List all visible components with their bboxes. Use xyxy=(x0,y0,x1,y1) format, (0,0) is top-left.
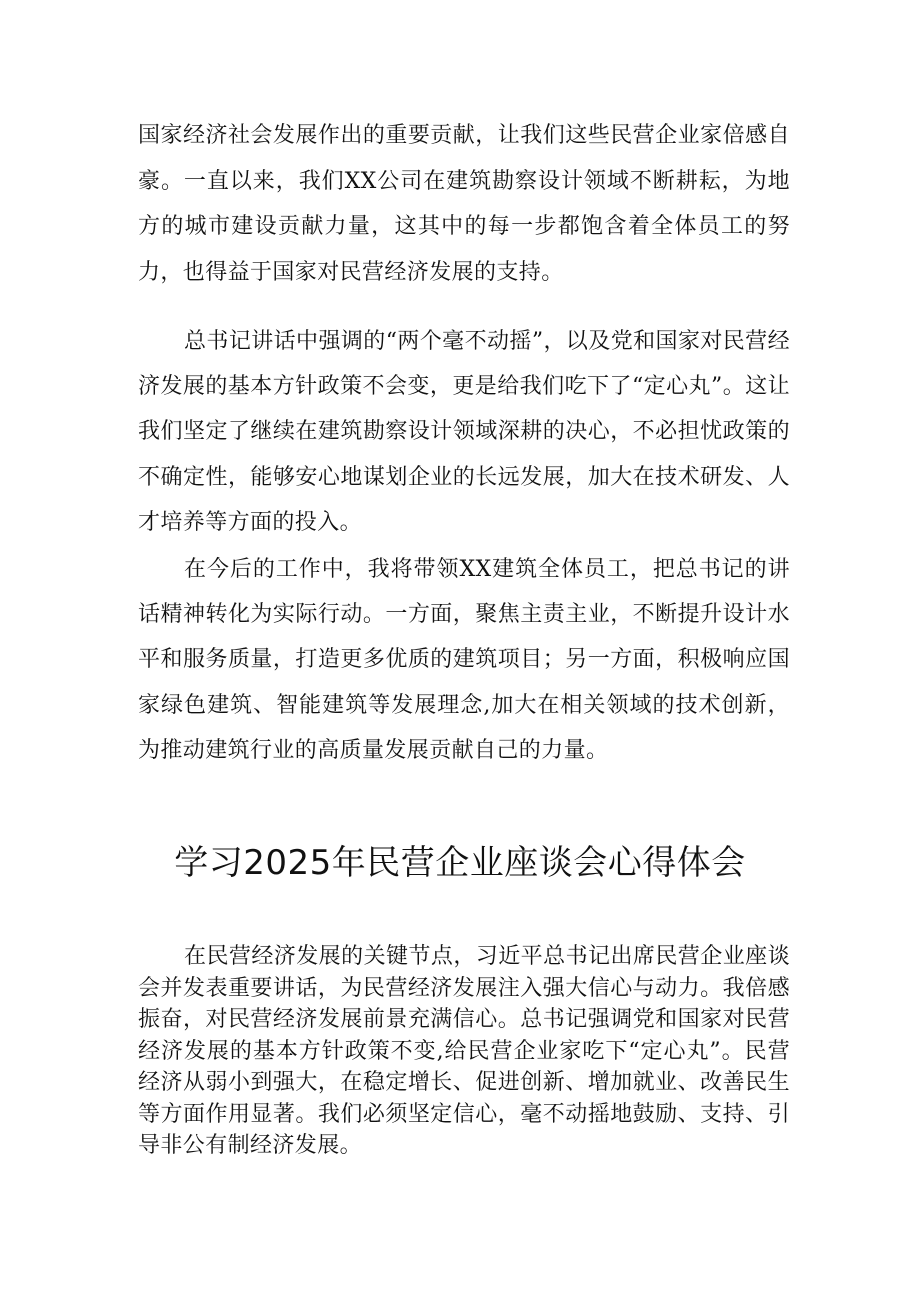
section-title: 学习2025年民营企业座谈会心得体会 xyxy=(174,843,746,883)
body-paragraph: 总书记讲话中强调的“两个毫不动摇”，以及党和国家对民营经济发展的基本方针政策不会变，更是给我们吃下了“定心丸”。这让我们坚定了继续在建筑勘察设计领域深耕的决心，不必担忧政策的不确定性，能够安心地谋划企业的长远发展，加大在技术研发、人才培养等方面的投入。 xyxy=(138,329,790,535)
body-paragraph-continued: 国家经济社会发展作出的重要贡献，让我们这些民营企业家倍感自豪。一直以来，我们XX公司在建筑勘察设计领域不断耕耘，为地方的城市建设贡献力量，这其中的每一步都饱含着全体员工的努力，也得益于国家对民营经济发展的支持。 xyxy=(138,123,790,285)
body-paragraph: 在今后的工作中，我将带领XX建筑全体员工，把总书记的讲话精神转化为实际行动。一方面，聚焦主责主业，不断提升设计水平和服务质量，打造更多优质的建筑项目；另一方面，积极响应国家绿色建筑、智能建筑等发展理念,加大在相关领域的技术创新，为推动建筑行业的高质量发展贡献自己的力量。 xyxy=(138,557,790,763)
body-paragraph: 在民营经济发展的关键节点，习近平总书记出席民营企业座谈会并发表重要讲话，为民营经济发展注入强大信心与动力。我倍感振奋，对民营经济发展前景充满信心。总书记强调党和国家对民营经济发展的基本方针政策不变,给民营企业家吃下“定心丸”。民营经济从弱小到强大，在稳定增长、促进创新、增加就业、改善民生等方面作用显著。我们必须坚定信心，毫不动摇地鼓励、支持、引导非公有制经济发展。 xyxy=(138,944,790,1158)
